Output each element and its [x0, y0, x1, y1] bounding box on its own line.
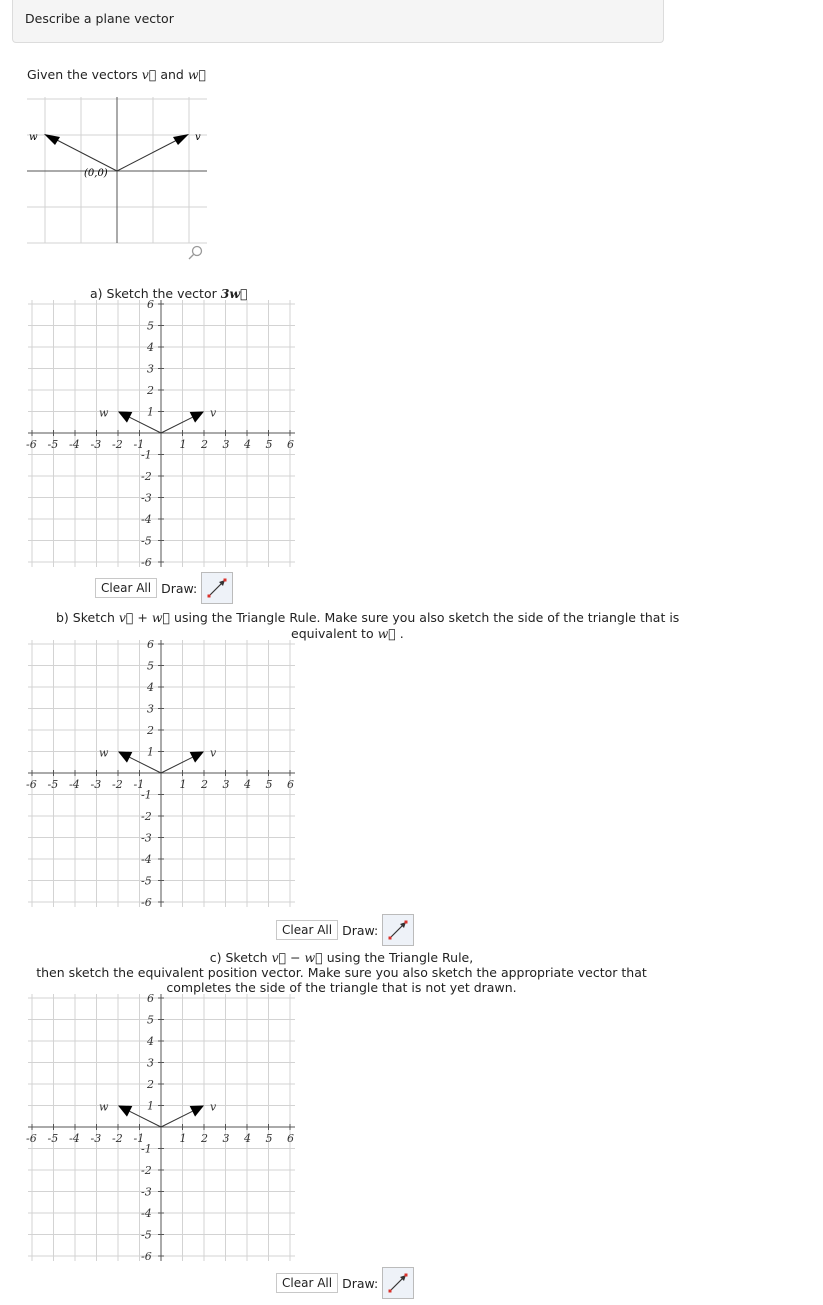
y-tick-label: 1 [147, 745, 154, 759]
given-origin-label: (0,0) [84, 168, 108, 179]
y-tick-label: 2 [147, 384, 154, 397]
y-tick-label: -3 [141, 831, 152, 845]
graph-part-c[interactable] [28, 994, 295, 1261]
y-tick-label: -2 [141, 470, 152, 483]
y-tick-label: 4 [147, 1035, 154, 1048]
clear-all-button[interactable]: Clear All [276, 1273, 338, 1293]
draw-label: Draw: [342, 1275, 379, 1291]
x-tick-label: 3 [222, 778, 230, 791]
x-tick-label: -4 [69, 438, 80, 451]
y-tick-label: 1 [147, 405, 154, 419]
x-tick-label: 2 [201, 438, 208, 451]
x-tick-label: 4 [244, 1132, 251, 1145]
vector-w [130, 1111, 161, 1127]
vector-v [161, 417, 192, 433]
x-tick-label: 1 [179, 438, 187, 451]
vector-v [161, 1111, 192, 1127]
x-tick-label: 3 [222, 438, 230, 451]
x-tick-label: -4 [69, 1132, 80, 1145]
y-tick-label: -4 [141, 1207, 152, 1220]
y-tick-label: 3 [147, 702, 154, 716]
y-tick-label: -4 [141, 513, 152, 526]
vector-label-v: v [210, 1100, 217, 1114]
x-tick-label: -1 [133, 1132, 145, 1145]
x-tick-label: 4 [244, 778, 251, 791]
draw-label: Draw: [161, 580, 198, 596]
vector-label-v: v [210, 746, 217, 760]
vector-label-v: v [210, 406, 217, 420]
clear-all-button[interactable]: Clear All [95, 578, 157, 598]
part-b-line1: b) Sketch v⃗ + w⃗ using the Triangle Rule. Make sure you also sketch the side of the triangle that is [56, 610, 680, 625]
x-tick-label: 5 [265, 778, 273, 791]
graph-part-b[interactable] [28, 640, 295, 907]
x-tick-label: -3 [90, 1132, 102, 1145]
y-tick-label: 4 [147, 681, 154, 694]
y-tick-label: 2 [147, 724, 154, 737]
x-tick-label: -4 [69, 778, 80, 791]
magnifier-icon[interactable] [189, 247, 202, 260]
y-tick-label: 1 [147, 1099, 154, 1113]
toolbar-part-b [276, 914, 414, 946]
x-tick-label: -6 [26, 438, 37, 451]
line-vector-tool-icon[interactable] [382, 914, 414, 946]
intro-text: Given the vectors v⃗ and w⃗ [27, 67, 207, 82]
question-header [12, 0, 664, 43]
part-c-line2: then sketch the equivalent position vector. Make sure you also sketch the appropriate vector that [36, 965, 647, 980]
part-b-line2: equivalent to w⃗ . [291, 626, 404, 641]
x-tick-label: -6 [26, 778, 37, 791]
y-tick-label: -6 [141, 896, 152, 909]
y-tick-label: -1 [141, 1142, 152, 1156]
x-tick-label: -3 [90, 438, 102, 451]
y-tick-label: -2 [141, 810, 152, 823]
x-tick-label: 6 [287, 1132, 294, 1145]
line-vector-tool-icon[interactable] [201, 572, 233, 604]
part-c-line3: completes the side of the triangle that is not yet drawn. [166, 980, 517, 995]
given-label-v: v [195, 132, 201, 143]
x-tick-label: 2 [201, 1132, 208, 1145]
x-tick-label: -2 [112, 778, 123, 791]
given-label-w: w [29, 132, 38, 143]
y-tick-label: 2 [147, 1078, 154, 1091]
x-tick-label: 4 [244, 438, 251, 451]
y-tick-label: -6 [141, 1250, 152, 1263]
x-tick-label: 1 [179, 1132, 187, 1145]
given-vectors-graph [27, 97, 207, 263]
y-tick-label: -3 [141, 491, 152, 505]
toolbar-part-a [95, 572, 233, 604]
x-tick-label: 5 [265, 438, 273, 451]
x-tick-label: -1 [133, 778, 145, 791]
x-tick-label: -3 [90, 778, 102, 791]
clear-all-button[interactable]: Clear All [276, 920, 338, 940]
y-tick-label: -5 [141, 874, 152, 888]
y-tick-label: -1 [141, 448, 152, 462]
given-v-arrowhead [173, 134, 189, 145]
x-tick-label: 1 [179, 778, 187, 791]
vector-label-w: w [99, 746, 109, 760]
given-vector-w [55, 139, 117, 171]
graph-part-a[interactable] [28, 300, 295, 567]
vector-label-w: w [99, 406, 109, 420]
x-tick-label: 6 [287, 778, 294, 791]
y-tick-label: -5 [141, 534, 152, 548]
x-tick-label: 3 [222, 1132, 230, 1145]
y-tick-label: 6 [147, 992, 154, 1005]
vector-w [130, 757, 161, 773]
part-a-label: a) Sketch the vector 3w⃗ [90, 286, 248, 301]
x-tick-label: 2 [201, 778, 208, 791]
x-tick-label: -2 [112, 438, 123, 451]
y-tick-label: -2 [141, 1164, 152, 1177]
vector-label-w: w [99, 1100, 109, 1114]
part-c-line1: c) Sketch v⃗ − w⃗ using the Triangle Rule, [209, 950, 474, 965]
question-title: Describe a plane vector [25, 11, 174, 26]
y-tick-label: 5 [147, 1013, 154, 1027]
y-tick-label: 6 [147, 298, 154, 311]
x-tick-label: 5 [265, 1132, 273, 1145]
given-w-arrowhead [44, 134, 60, 145]
given-vector-v [117, 139, 179, 171]
y-tick-label: -5 [141, 1228, 152, 1242]
y-tick-label: 4 [147, 341, 154, 354]
x-tick-label: -2 [112, 1132, 123, 1145]
y-tick-label: -3 [141, 1185, 152, 1199]
vector-v [161, 757, 192, 773]
y-tick-label: 6 [147, 638, 154, 651]
y-tick-label: 5 [147, 319, 154, 333]
y-tick-label: 5 [147, 659, 154, 673]
y-tick-label: 3 [147, 362, 154, 376]
x-tick-label: -5 [47, 1132, 59, 1145]
x-tick-label: -6 [26, 1132, 37, 1145]
draw-label: Draw: [342, 922, 379, 938]
x-tick-label: 6 [287, 438, 294, 451]
y-tick-label: 3 [147, 1056, 154, 1070]
y-tick-label: -6 [141, 556, 152, 569]
y-tick-label: -4 [141, 853, 152, 866]
x-tick-label: -1 [133, 438, 145, 451]
x-tick-label: -5 [47, 438, 59, 451]
y-tick-label: -1 [141, 788, 152, 802]
x-tick-label: -5 [47, 778, 59, 791]
toolbar-part-c [276, 1267, 414, 1299]
line-vector-tool-icon[interactable] [382, 1267, 414, 1299]
vector-w [130, 417, 161, 433]
